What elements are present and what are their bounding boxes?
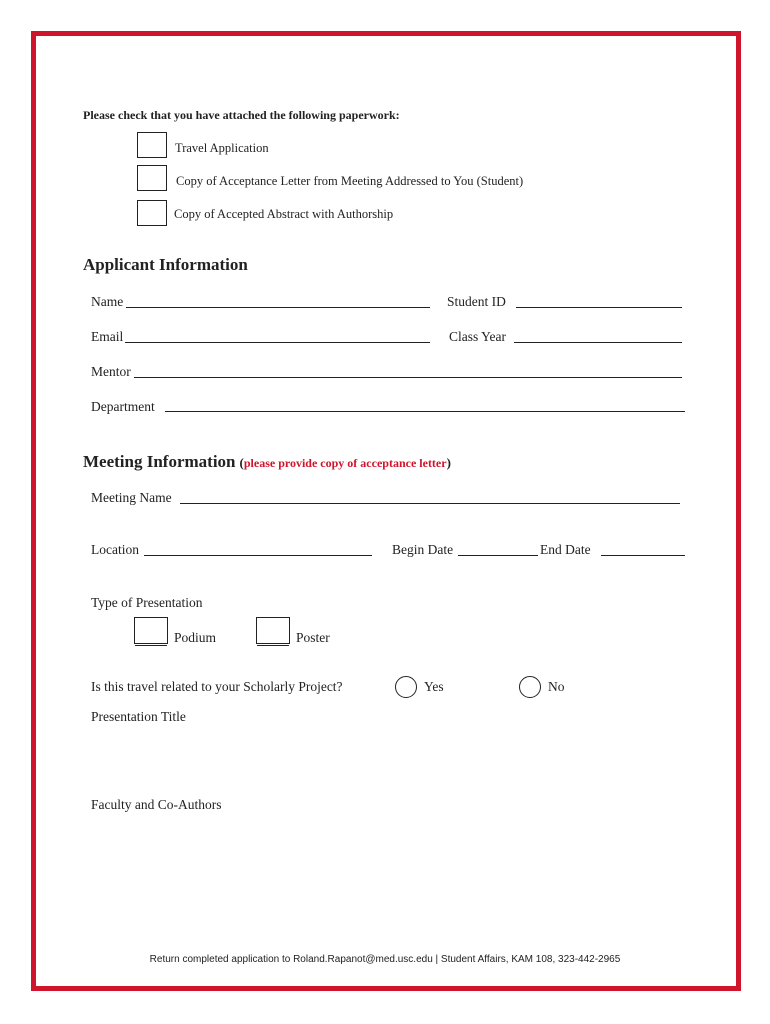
- meeting-heading: Meeting Information: [83, 452, 236, 471]
- department-label: Department: [91, 399, 155, 414]
- name-label: Name: [91, 294, 124, 309]
- department-field[interactable]: [165, 411, 685, 412]
- mentor-label: Mentor: [91, 364, 131, 379]
- mentor-field[interactable]: [134, 377, 682, 378]
- yes-label: Yes: [424, 679, 444, 694]
- type-of-presentation-label: Type of Presentation: [91, 595, 203, 610]
- end-date-label: End Date: [540, 542, 591, 557]
- email-field[interactable]: [125, 342, 430, 343]
- no-radio[interactable]: [519, 676, 541, 698]
- checkbox-acceptance-letter[interactable]: [137, 165, 167, 191]
- checkbox-label-acceptance-letter: Copy of Acceptance Letter from Meeting Addressed to You (Student): [176, 174, 524, 188]
- presentation-title-label: Presentation Title: [91, 709, 186, 724]
- meeting-note-close: ): [446, 455, 451, 470]
- podium-checkbox[interactable]: [134, 617, 168, 644]
- name-field[interactable]: [126, 307, 430, 308]
- location-field[interactable]: [144, 555, 372, 556]
- checkbox-label-travel-application: Travel Application: [175, 141, 269, 155]
- poster-checkbox[interactable]: [256, 617, 290, 644]
- meeting-name-field[interactable]: [180, 503, 680, 504]
- poster-label: Poster: [296, 630, 330, 645]
- meeting-heading-row: [83, 452, 451, 472]
- applicant-heading: Applicant Information: [83, 255, 248, 274]
- yes-radio[interactable]: [395, 676, 417, 698]
- scholarly-project-question: Is this travel related to your Scholarly Project?: [91, 679, 343, 694]
- podium-label: Podium: [174, 630, 217, 645]
- footer-contact: Return completed application to Roland.Rapanot@med.usc.edu | Student Affairs, KAM 108, 323-442-2965: [149, 954, 621, 965]
- begin-date-field[interactable]: [458, 555, 538, 556]
- class-year-label: Class Year: [449, 329, 507, 344]
- meeting-name-label: Meeting Name: [91, 490, 172, 505]
- checklist-title: Please check that you have attached the following paperwork:: [83, 108, 400, 122]
- checkbox-travel-application[interactable]: [137, 132, 167, 158]
- no-label: No: [548, 679, 565, 694]
- checkbox-accepted-abstract[interactable]: [137, 200, 167, 226]
- email-label: Email: [91, 329, 124, 344]
- begin-date-label: Begin Date: [392, 542, 454, 557]
- meeting-note-open: (: [239, 455, 244, 470]
- class-year-field[interactable]: [514, 342, 682, 343]
- student-id-field[interactable]: [516, 307, 682, 308]
- faculty-coauthors-label: Faculty and Co-Authors: [91, 797, 222, 812]
- checkbox-label-accepted-abstract: Copy of Accepted Abstract with Authorship: [174, 207, 394, 221]
- end-date-field[interactable]: [601, 555, 685, 556]
- location-label: Location: [91, 542, 139, 557]
- student-id-label: Student ID: [447, 294, 506, 309]
- meeting-note: please provide copy of acceptance letter: [243, 456, 447, 470]
